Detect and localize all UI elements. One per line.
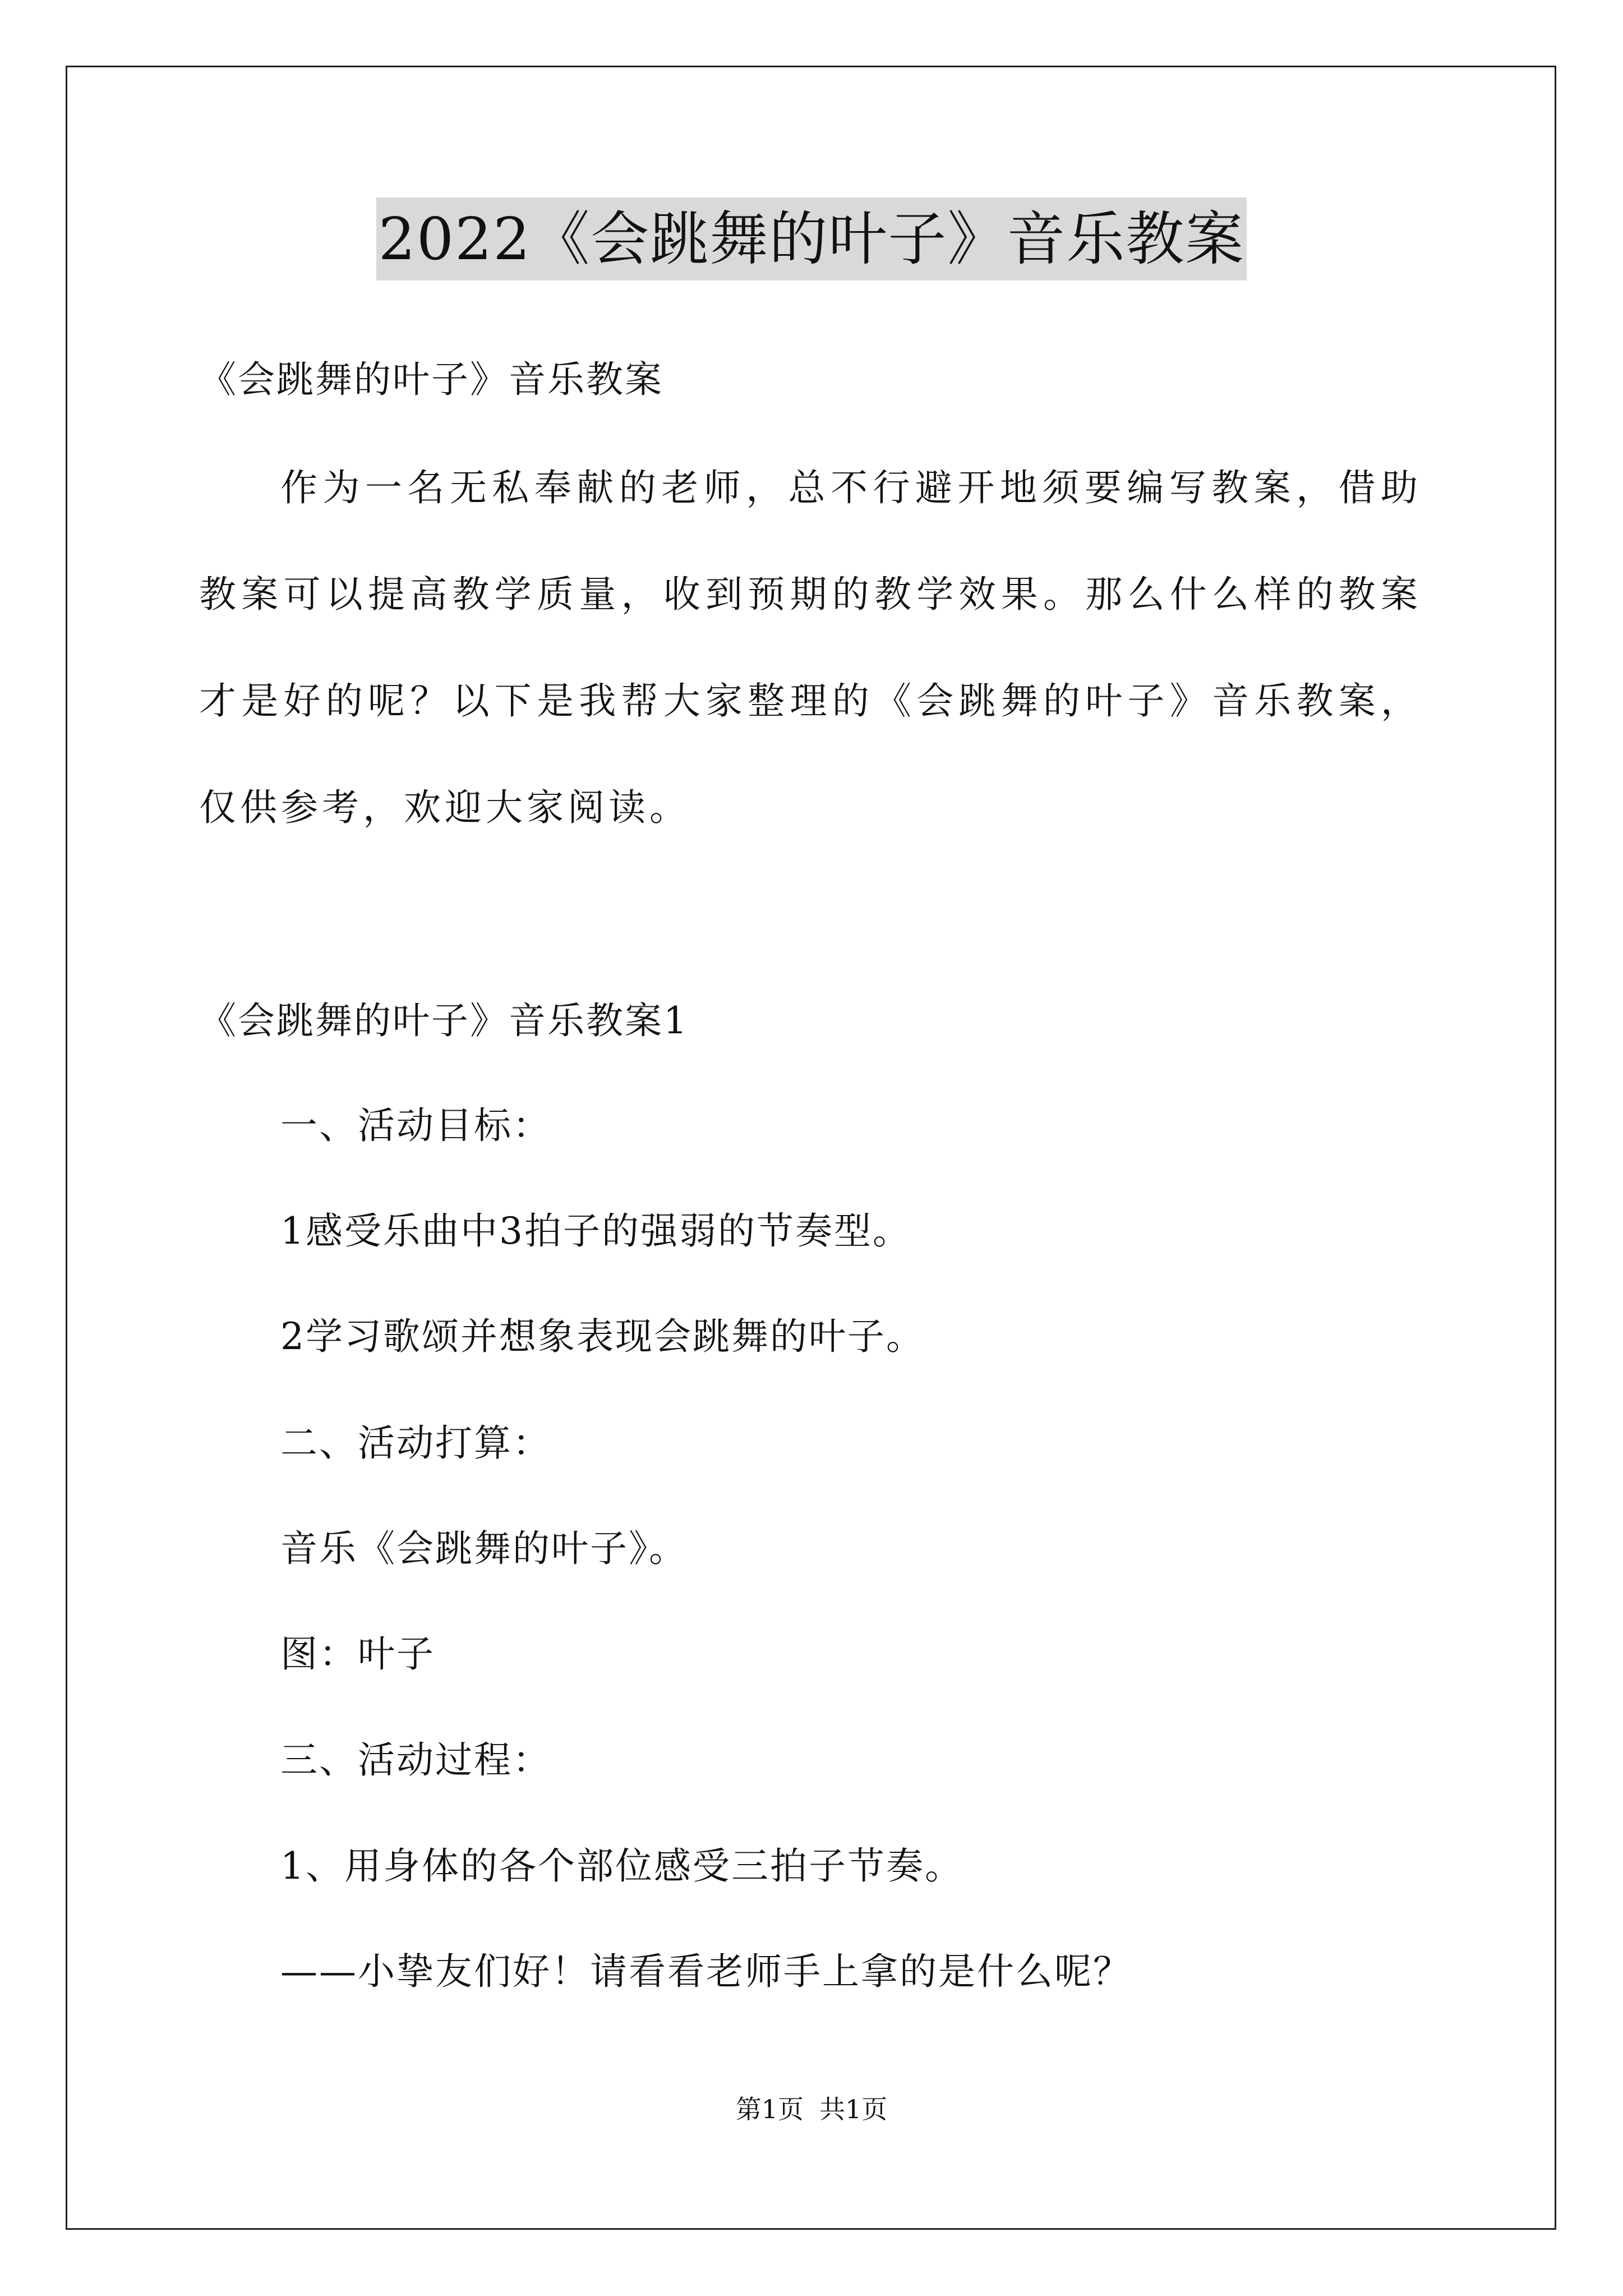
list-item: 音乐《会跳舞的叶子》。 xyxy=(280,1527,688,1570)
list-item: 二、活动打算： xyxy=(280,1421,551,1465)
list-item: 三、活动过程： xyxy=(280,1738,551,1782)
intro-paragraph: 作为一名无私奉献的老师，总不行避开地须要编写教案，借助教案可以提高教学质量，收到预期的教学效果。那么什么样的教案才是好的呢？以下是我帮大家整理的《会跳舞的叶子》音乐教案，仅供参考，欢迎大家阅读。 xyxy=(199,466,1422,829)
title-container xyxy=(0,197,1623,280)
document-subtitle: 《会跳舞的叶子》音乐教案 xyxy=(199,358,663,401)
document-title: 2022《会跳舞的叶子》音乐教案 xyxy=(376,197,1247,280)
list-item: 2学习歌颂并想象表现会跳舞的叶子。 xyxy=(280,1315,925,1358)
section-heading: 《会跳舞的叶子》音乐教案1 xyxy=(199,999,689,1042)
list-item: 图：叶子 xyxy=(280,1632,435,1676)
list-item: 一、活动目标： xyxy=(280,1104,551,1147)
page-footer xyxy=(0,2092,1623,2126)
list-item: 1感受乐曲中3拍子的强弱的节奏型。 xyxy=(280,1209,911,1253)
list-item: ——小挚友们好！请看看老师手上拿的是什么呢？ xyxy=(280,1950,1132,1993)
page-number: 第1页 xyxy=(735,2094,804,2124)
list-item: 1、用身体的各个部位感受三拍子节奏。 xyxy=(280,1844,963,1888)
page-total: 共1页 xyxy=(819,2094,888,2124)
